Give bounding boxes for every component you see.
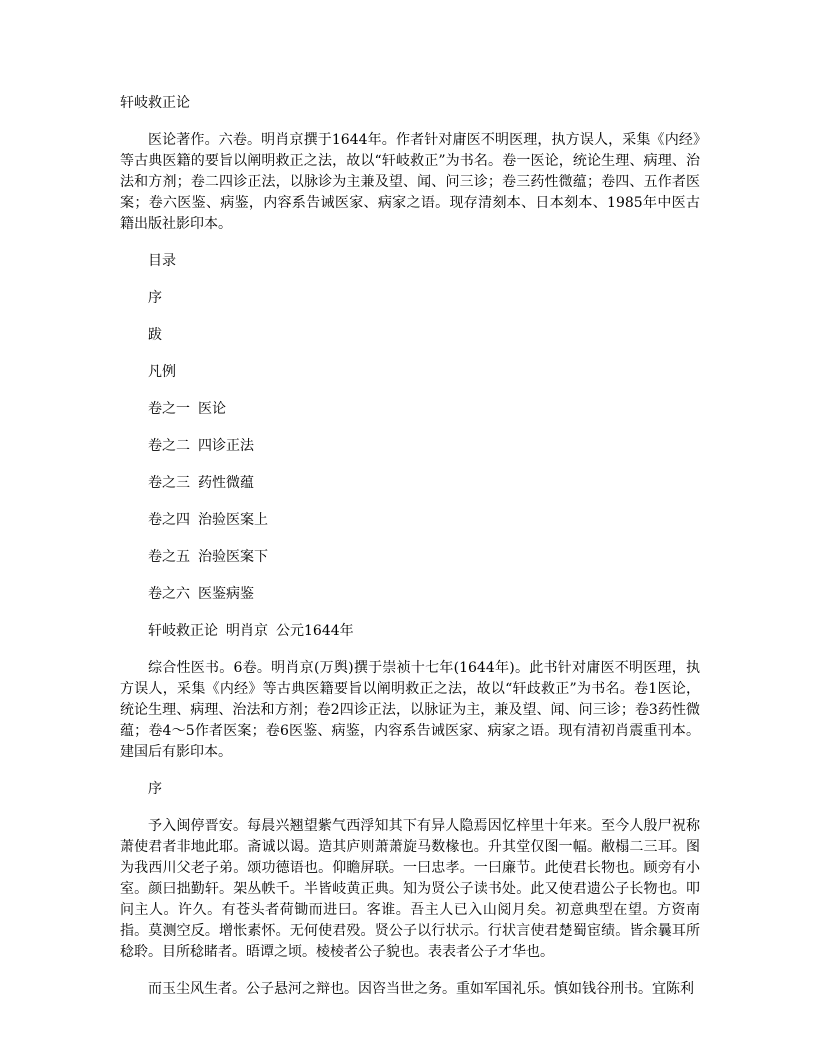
reference-author: 明肖京: [226, 623, 268, 639]
toc-item-volume-1[interactable]: [120, 399, 700, 420]
preface-paragraph-2: 而玉尘风生者。公子悬河之辩也。因咨当世之务。重如军国礼乐。慎如钱谷刑书。宜陈利: [148, 981, 694, 997]
document-page: [120, 92, 700, 1016]
preface-heading: 序: [148, 781, 162, 797]
toc-item-name: 医论: [198, 401, 226, 417]
toc-item-postscript[interactable]: [120, 325, 700, 346]
toc-item-volume-5[interactable]: [120, 547, 700, 568]
summary-paragraph: 综合性医书。6卷。明肖京(万舆)撰于崇祯十七年(1644年)。此书针对庸医不明医理，执方误人，采集《内经》等古典医籍要旨以阐明救正之法，故以“轩歧救正”为书名。卷1医论，统论生理、病理、治法和方剂；卷2四诊正法，以脉证为主，兼及望、闻、问三诊；卷3药性微蕴；卷4～5作者医案；卷6医鉴、病鉴，内容系告诫医家、病家之语。现有清初肖震重刊本。建国后有影印本。: [120, 660, 700, 760]
toc-item-label: 卷之一: [148, 401, 190, 417]
reference-book: 轩岐救正论: [148, 623, 218, 639]
toc-item-volume-3[interactable]: [120, 473, 700, 494]
toc-item-name: 治验医案上: [198, 512, 268, 528]
toc-item-preface[interactable]: [120, 288, 700, 309]
toc-item-volume-6[interactable]: [120, 584, 700, 605]
toc-item-guidelines[interactable]: [120, 362, 700, 383]
toc-item-volume-4[interactable]: [120, 510, 700, 531]
toc-item-label: 卷之二: [148, 438, 190, 454]
toc-item-name: 药性微蕴: [198, 475, 254, 491]
intro-paragraph: 医论著作。六卷。明肖京撰于1644年。作者针对庸医不明医理，执方误人，采集《内经》等古典医籍的要旨以阐明救正之法，故以“轩岐救正”为书名。卷一医论，统论生理、病理、治法和方剂；卷二四诊正法，以脉诊为主兼及望、闻、问三诊；卷三药性微蕴；卷四、五作者医案；卷六医鉴、病鉴，内容系告诫医家、病家之语。现存清刻本、日本刻本、1985年中医古籍出版社影印本。: [120, 132, 700, 232]
toc-item-name: 医鉴病鉴: [198, 586, 254, 602]
toc-item-label: 凡例: [148, 364, 176, 380]
toc-item-label: 卷之三: [148, 475, 190, 491]
toc-item-label: 序: [148, 290, 162, 306]
toc-item-volume-2[interactable]: [120, 436, 700, 457]
reference-entry-heading: [120, 621, 700, 642]
toc-item-label: 卷之四: [148, 512, 190, 528]
reference-year: 公元1644年: [276, 623, 354, 639]
preface-paragraph-1: 予入闽停晋安。每晨兴翘望紫气西浮知其下有异人隐焉因忆梓里十年来。至今人殷尸祝称萧使君者非地此耶。斋诚以谒。造其庐则萧萧旋马数椽也。升其堂仅图一幅。敝榻二三耳。图为我西川父老子弟。颂功德语也。仰瞻屏联。一曰忠孝。一曰廉节。此使君长物也。顾旁有小室。颜曰拙勤轩。架丛帙千。半皆岐黄正典。知为贤公子读书处。此又使君遗公子长物也。叩问主人。许久。有苍头者荷锄而进曰。客谁。吾主人已入山阅月矣。初意典型在望。方资南指。莫测空反。增怅素怀。无何使君殁。贤公子以行状示。行状言使君楚蜀宦绩。皆余曩耳所稔聆。目所稔睹者。晤谭之顷。棱棱者公子貌也。表表者公子才华也。: [120, 818, 700, 960]
toc-item-name: 治验医案下: [198, 549, 268, 565]
toc-heading: 目录: [148, 253, 176, 269]
document-title: 轩岐救正论: [120, 95, 190, 111]
toc-item-name: 四诊正法: [198, 438, 254, 454]
toc-item-label: 跋: [148, 327, 162, 343]
toc-item-label: 卷之六: [148, 586, 190, 602]
toc-item-label: 卷之五: [148, 549, 190, 565]
